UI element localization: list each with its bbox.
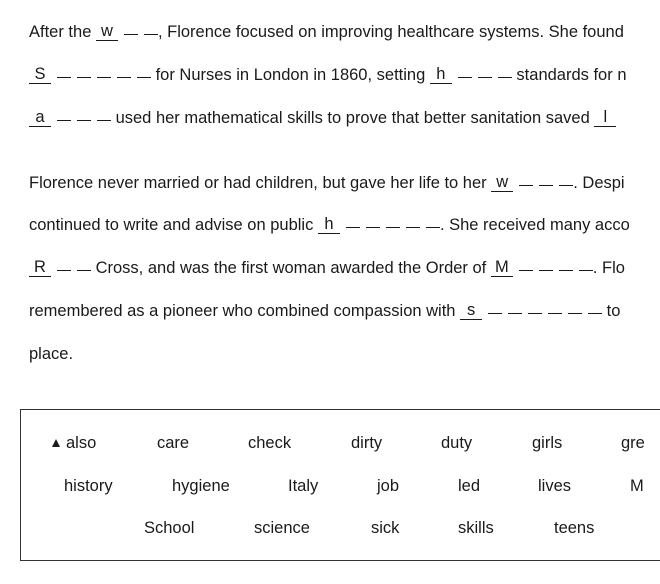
blank-first-letter: R [29, 258, 51, 277]
answer-blank[interactable] [460, 299, 602, 323]
passage-line-4 [29, 171, 625, 195]
passage-line-7 [29, 299, 620, 323]
passage-text: to [602, 302, 621, 320]
word-bank-item[interactable]: skills [458, 519, 494, 537]
answer-blank[interactable] [96, 20, 158, 44]
blank-first-letter: w [96, 22, 118, 41]
word-bank-item[interactable]: gre [621, 434, 645, 452]
passage-text: After the [29, 23, 96, 41]
blank-first-letter: w [491, 173, 513, 192]
word-bank-item[interactable]: job [377, 477, 400, 495]
word-bank-item[interactable]: teens [554, 519, 595, 537]
passage-text: used her mathematical skills to prove that better sanitation saved [111, 109, 595, 127]
word-bank-item[interactable]: check [248, 434, 292, 452]
word-bank-item[interactable]: lives [538, 477, 572, 495]
blank-first-letter: h [430, 65, 452, 84]
passage-text: . Flo [592, 259, 625, 277]
word-bank-item[interactable]: girls [532, 434, 563, 452]
word-bank-item[interactable]: M [630, 477, 644, 495]
word-bank-item[interactable]: history [64, 477, 113, 495]
blank-first-letter: a [29, 108, 51, 127]
passage-text: . Despi [573, 174, 625, 192]
word-bank-item[interactable]: sick [371, 519, 400, 537]
passage-text: standards for n [511, 66, 627, 84]
passage-text: . She received many acco [439, 216, 630, 234]
blank-first-letter: s [460, 301, 482, 320]
passage-text: continued to write and advise on public [29, 216, 318, 234]
word-bank [20, 409, 660, 561]
passage-text: Cross, and was the first woman awarded the Order of [91, 259, 491, 277]
answer-blank[interactable] [491, 256, 593, 280]
word-bank-item[interactable]: also [52, 432, 96, 454]
passage-line-6 [29, 256, 625, 280]
blank-first-letter: M [491, 258, 513, 277]
word-bank-item[interactable]: care [157, 434, 190, 452]
passage-text: place. [29, 345, 74, 363]
passage-line-1 [29, 20, 624, 44]
passage-line-2 [29, 63, 627, 87]
word-bank-item[interactable]: duty [441, 434, 473, 452]
answer-blank[interactable] [318, 213, 440, 237]
answer-blank[interactable] [430, 63, 512, 87]
sort-triangle-icon [52, 439, 60, 447]
word-bank-item[interactable]: led [458, 477, 481, 495]
answer-blank[interactable] [491, 171, 573, 195]
word-bank-item[interactable]: science [254, 519, 310, 537]
passage-text: remembered as a pioneer who combined compassion with [29, 302, 461, 320]
blank-first-letter: l [594, 108, 616, 127]
passage-line-8 [29, 342, 73, 366]
passage-text: for Nurses in London in 1860, setting [151, 66, 430, 84]
passage-line-3 [29, 106, 616, 130]
passage-line-5 [29, 213, 630, 237]
answer-blank[interactable] [29, 106, 111, 130]
word-bank-item[interactable]: School [144, 519, 195, 537]
passage-text: , Florence focused on improving healthcare systems. She found [157, 23, 624, 41]
answer-blank[interactable] [29, 256, 91, 280]
answer-blank[interactable] [594, 106, 616, 130]
blank-first-letter: h [318, 215, 340, 234]
word-bank-item[interactable]: hygiene [172, 477, 230, 495]
blank-first-letter: S [29, 65, 51, 84]
answer-blank[interactable] [29, 63, 151, 87]
passage-text: Florence never married or had children, but gave her life to her [29, 174, 492, 192]
word-bank-item[interactable]: Italy [288, 477, 319, 495]
word-bank-item[interactable]: dirty [351, 434, 383, 452]
